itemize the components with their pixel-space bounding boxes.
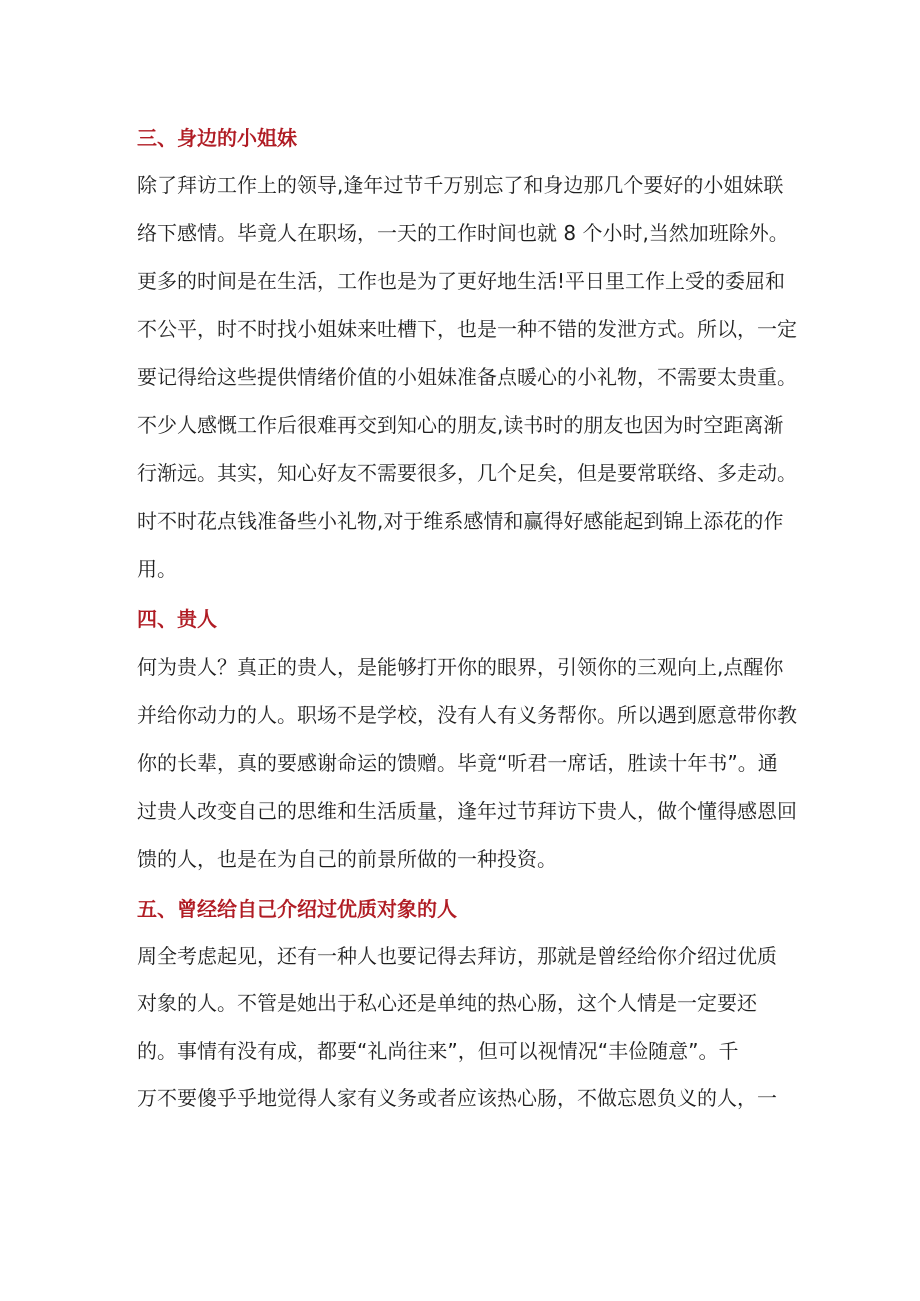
paragraph-line: 馈的人，也是在为自己的前景所做的一种投资。 [137,847,557,871]
paragraph-line: 要记得给这些提供情绪价值的小姐妹准备点暖心的小礼物，不需要太贵重。 [137,365,797,389]
paragraph-line: 过贵人改变自己的思维和生活质量，逢年过节拜访下贵人，做个懂得感恩回 [137,799,797,823]
section-heading-5: 五、曾经给自己介绍过优质对象的人 [137,897,457,921]
paragraph-line: 周全考虑起见，还有一种人也要记得去拜访，那就是曾经给你介绍过优质 [137,944,777,968]
section-heading-4: 四、贵人 [137,607,217,631]
paragraph-line: 万不要傻乎乎地觉得人家有义务或者应该热心肠，不做忘恩负义的人，一 [137,1086,777,1110]
paragraph-line: 络下感情。毕竟人在职场，一天的工作时间也就 8 个小时,当然加班除外。 [137,221,789,245]
paragraph-line: 何为贵人？真正的贵人，是能够打开你的眼界，引领你的三观向上,点醒你 [137,655,784,679]
paragraph-line: 对象的人。不管是她出于私心还是单纯的热心肠，这个人情是一定要还 [137,991,757,1015]
paragraph-line: 时不时花点钱准备些小礼物,对于维系感情和赢得好感能起到锦上添花的作 [137,509,784,533]
paragraph-line: 不公平，时不时找小姐妹来吐槽下，也是一种不错的发泄方式。所以，一定 [137,317,797,341]
paragraph-line: 不少人感慨工作后很难再交到知心的朋友,读书时的朋友也因为时空距离渐 [137,413,784,437]
paragraph-line: 并给你动力的人。职场不是学校，没有人有义务帮你。所以遇到愿意带你教 [137,703,797,727]
paragraph-line: 的。事情有没有成，都要“礼尚往来”，但可以视情况“丰俭随意”。千 [137,1039,739,1063]
section-heading-3: 三、身边的小姐妹 [137,126,297,150]
paragraph-line: 你的长辈，真的要感谢命运的馈赠。毕竟“听君一席话，胜读十年书”。通 [137,751,778,775]
paragraph-line: 更多的时间是在生活，工作也是为了更好地生活!平日里工作上受的委屈和 [137,269,786,293]
paragraph-line: 用。 [137,557,177,581]
paragraph-line: 行渐远。其实，知心好友不需要很多，几个足矣，但是要常联络、多走动。 [137,461,797,485]
paragraph-line: 除了拜访工作上的领导,逢年过节千万别忘了和身边那几个要好的小姐妹联 [137,173,784,197]
